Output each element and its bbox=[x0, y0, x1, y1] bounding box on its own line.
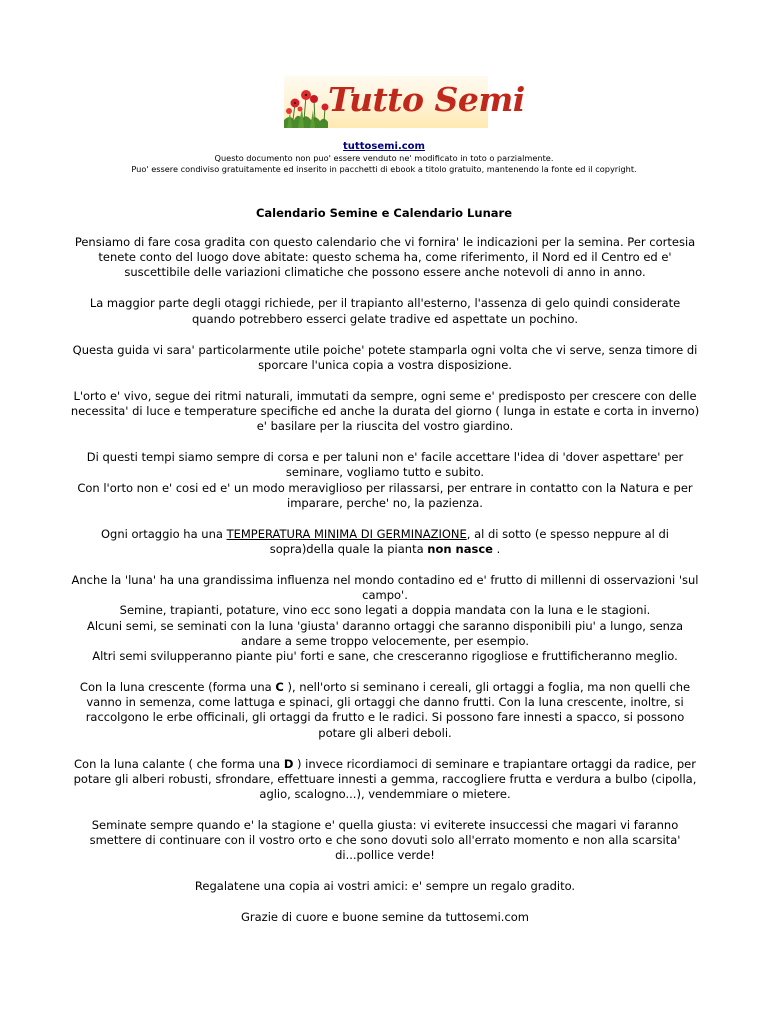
paragraph-thanks: Grazie di cuore e buone semine da tuttosemi.com bbox=[240, 910, 530, 925]
paragraph-moon-line-4: Altri semi svilupperanno piante piu' forti e sane, che cresceranno rigogliose e fruttificheranno meglio. bbox=[92, 649, 678, 664]
paragraph-patience-line-1: Di questi tempi siamo sempre di corsa e per taluni non e' facile accettare l'idea di 'dover aspettare' per seminare, vogliamo tutto e subito. bbox=[86, 450, 684, 480]
paragraph-moon-line-1: Anche la 'luna' ha una grandissima influenza nel mondo contadino ed e' frutto di millenni di osservazioni 'sul campo'. bbox=[71, 573, 699, 603]
paragraph-natural-rhythms: L'orto e' vivo, segue dei ritmi naturali, immutati da sempre, ogni seme e' predisposto per crescere con delle necessita' di luce e temperature specifiche ed anche la durata del giorno ( lunga in estate e corta in inverno) e' basilare per la riuscita del vostro giardino. bbox=[70, 388, 700, 434]
paragraph-waxing-moon bbox=[68, 680, 702, 741]
germination-text-c: . bbox=[492, 542, 501, 557]
waning-bold-d: D bbox=[283, 756, 294, 771]
germination-text-a: Ogni ortaggio ha una bbox=[101, 526, 227, 541]
germination-temperature-link: TEMPERATURA MINIMA DI GERMINAZIONE bbox=[226, 526, 467, 541]
paragraph-season: Seminate sempre quando e' la stagione e' quella giusta: vi eviterete insuccessi che magari vi faranno smettere di continuare con il vostro orto e che sono dovuti solo all'errato momento e non alla scarsita' di...pollice verde! bbox=[89, 818, 681, 863]
germination-bold: non nasce bbox=[427, 542, 493, 557]
waxing-text-b: ), nell'orto si seminano i cereali, gli ortaggi a foglia, ma non quelli che vanno in semenza, come lattuga e spinaci, gli ortaggi che danno frutti. Con la luna crescente, inoltre, si raccolgono le erbe officinali, gli ortaggi da frutto e le radici. Si possono fare innesti a spacco, si possono potare gli alberi deboli. bbox=[85, 680, 691, 740]
logo-text: Tutto Semi bbox=[328, 80, 525, 119]
paragraph-germination bbox=[68, 527, 702, 557]
germination-text-b: , al di sotto (e spesso neppure al di sopra)della quale la pianta bbox=[269, 526, 669, 557]
paragraph-gift: Regalatene una copia ai vostri amici: e' sempre un regalo gradito. bbox=[194, 879, 576, 894]
document-body bbox=[68, 235, 702, 941]
paragraph-patience bbox=[68, 450, 702, 511]
copyright-notice-line-2: Puo' essere condiviso gratuitamente ed inserito in pacchetti di ebook a titolo gratuito, mantenendo la fonte ed il copyright. bbox=[131, 164, 637, 174]
copyright-notice-line-1: Questo documento non puo' essere venduto ne' modificato in toto o parzialmente. bbox=[214, 153, 554, 163]
paragraph-frost: La maggior parte degli otaggi richiede, per il trapianto all'esterno, l'assenza di gelo quindi considerate quando potrebbero esserci gelate tradive ed aspettate un pochino. bbox=[89, 296, 681, 326]
waning-text-b: ) invece ricordiamoci di seminare e trapiantare ortaggi da radice, per potare gli alberi robusti, sfrondare, effettuare innesti a gemma, raccogliere frutta e verdura a bulbo (cipolla, aglio, scalogno...), vendemmiare o mietere. bbox=[73, 756, 697, 802]
tuttosemi-logo bbox=[284, 76, 525, 128]
document-title: Calendario Semine e Calendario Lunare bbox=[255, 206, 512, 220]
paragraph-patience-line-2: Con l'orto non e' cosi ed e' un modo meraviglioso per rilassarsi, per entrare in contatto con la Natura e per imparare, perche' no, la pazienza. bbox=[77, 480, 693, 510]
paragraph-print-guide: Questa guida vi sara' particolarmente utile poiche' potete stamparla ogni volta che vi serve, senza timore di sporcare l'unica copia a vostra disposizione. bbox=[72, 342, 698, 372]
waxing-text-a: Con la luna crescente (forma una bbox=[79, 680, 276, 695]
waxing-bold-c: C bbox=[275, 680, 284, 695]
paragraph-intro: Pensiamo di fare cosa gradita con questo calendario che vi fornira' le indicazioni per la semina. Per cortesia tenete conto del luogo dove abitate: questo schema ha, come riferimento, il Nord ed il Centro ed e' suscettibile delle variazioni climatiche che possono essere anche notevoli di anno in anno. bbox=[74, 235, 696, 280]
waning-text-a: Con la luna calante ( che forma una bbox=[74, 756, 284, 771]
paragraph-moon bbox=[68, 573, 702, 664]
paragraph-moon-line-2: Semine, trapianti, potature, vino ecc sono legati a doppia mandata con la luna e le stagioni. bbox=[119, 603, 651, 618]
paragraph-moon-line-3: Alcuni semi, se seminati con la luna 'giusta' daranno ortaggi che saranno disponibili piu' a lungo, senza andare a seme troppo velocemente, per esempio. bbox=[86, 618, 684, 648]
paragraph-waning-moon bbox=[68, 757, 702, 803]
site-link[interactable]: tuttosemi.com bbox=[343, 141, 425, 152]
